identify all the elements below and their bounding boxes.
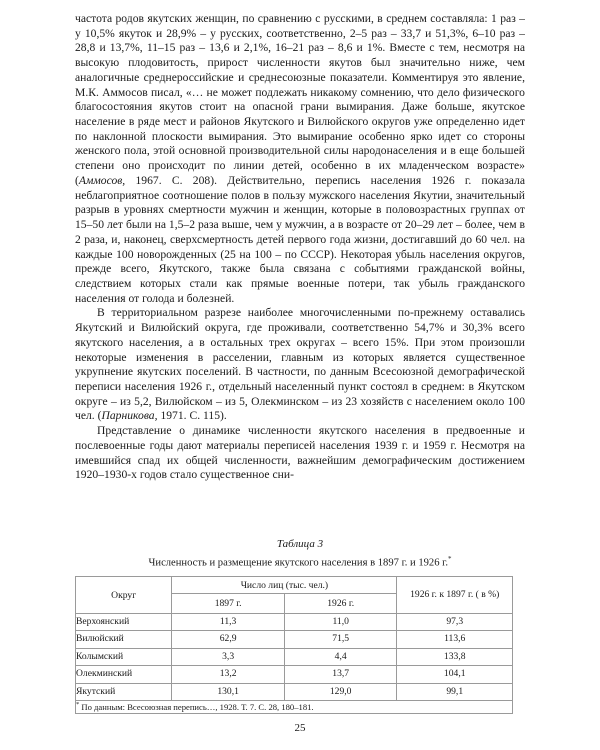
page-number: 25 — [294, 722, 306, 734]
table-title-footnote-marker: * — [447, 555, 452, 563]
table-body — [76, 614, 513, 701]
body-run: 1967. С. 208). Действительно, перепись населения 1926 г. показала неблагоприятное соотношение полов в пользу мужского населения Якутии, значительный разрыв в уровнях смертности мужчин и женщин, которые в половозрастных группах от 15–50 лет были на 1,5–2 раза выше, чем у мужчин, а в возрасте от 20–29 лет – более, чем в 2 раза, и, наконец, сверхсмертность детей первого года жизни, достигавший до 60 чел. на каждые 100 новорожденных (25 на 100 – по СССР). Некоторая убыль населения округов, прежде всего, Якутского, также была связана с событиями гражданской войны, следствием которых стали как прямые военные потери, так убыль гражданского населения от голода и болезней. — [75, 173, 525, 305]
cell-ratio: 133,8 — [397, 648, 513, 665]
table-footnote-text: По данным: Всесоюзная перепись…, 1928. Т. 7. С. 28, 180–181. — [81, 701, 314, 712]
table-footnote-marker: * — [76, 701, 80, 709]
cell-ratio: 97,3 — [397, 614, 513, 631]
body-run: Представление о динамике численности якутского населения в предвоенные и послевоенные годы дают материалы переписей населения 1939 г. и 1959 г. Несмотря на имевшийся спад их общей численности, важнейшим демографическим достижением 1920–1930-х годов стало существенное сни- — [75, 424, 525, 482]
cell-1897: 130,1 — [172, 683, 285, 700]
column-header-group-count: Число лиц (тыс. чел.) — [172, 577, 397, 594]
table-row — [76, 666, 513, 683]
cell-ratio: 99,1 — [397, 683, 513, 700]
cell-1926: 11,0 — [284, 614, 397, 631]
cell-okrug: Колымский — [76, 648, 172, 665]
cell-1897: 62,9 — [172, 631, 285, 648]
column-header-okrug: Округ — [76, 577, 172, 614]
body-paragraph — [75, 424, 525, 483]
table-number-label: Таблица 3 — [276, 538, 324, 550]
table-head — [76, 577, 513, 614]
cell-1926: 13,7 — [284, 666, 397, 683]
cell-ratio: 113,6 — [397, 631, 513, 648]
body-paragraph — [75, 306, 525, 424]
cell-okrug: Верхоянский — [76, 614, 172, 631]
cell-1897: 13,2 — [172, 666, 285, 683]
cell-okrug: Вилюйский — [76, 631, 172, 648]
body-run: 1971. С. 115). — [157, 409, 227, 423]
table-title — [75, 555, 525, 569]
table-footnote — [76, 701, 513, 714]
citation-name: Аммосов, — [78, 173, 126, 187]
table-row — [76, 683, 513, 700]
table-footnote-row — [76, 701, 513, 714]
table-header-row-1 — [76, 577, 513, 594]
cell-1897: 3,3 — [172, 648, 285, 665]
table-foot — [76, 701, 513, 714]
body-paragraph — [75, 12, 525, 306]
cell-1897: 11,3 — [172, 614, 285, 631]
column-header-1926: 1926 г. — [284, 594, 397, 614]
table-row — [76, 631, 513, 648]
table-row — [76, 648, 513, 665]
body-run: В территориальном разрезе наиболее многочисленными по-прежнему оставались Якутский и Вилюйский округа, где проживали, соответственно 54,7% и 30,3% всего якутского населения, а в остальных трех округах – всего 15%. При этом произошли некоторые изменения в расселении, главным из которых является существенное укрупнение якутских поселений. В частности, по данным Всесоюзной демографической переписи населения 1926 г., отдельный населенный пункт состоял в среднем: в Якутском округе – из 5,2, Вилюйском – из 5, Олекминском – из 23 хозяйств с населением около 100 чел. ( — [75, 306, 525, 423]
cell-okrug: Олекминский — [76, 666, 172, 683]
cell-1926: 4,4 — [284, 648, 397, 665]
table-row — [76, 614, 513, 631]
citation-name: Парникова, — [101, 409, 158, 423]
column-header-1897: 1897 г. — [172, 594, 285, 614]
body-run: частота родов якутских женщин, по сравнению с русскими, в среднем составляла: 1 раз – у 10,5% якуток и 28,9% – у русских, соответственно, 2–5 раз – 33,7 и 51,3%, 6–10 раз – 28,8 и 13,7%, 11–15 раз – 13,6 и 2,1%, 16–21 раз – 8,6 и 1%. Вместе с тем, несмотря на высокую плодовитость, прирост численности якутов был значительно ниже, чем аналогичные среднероссийские и среднесоюзные показатели. Комментируя это явление, М.К. Аммосов писал, «… не может подлежать никакому сомнению, что дело физического благосостояния якутов стоит на опасной грани вымирания. Даже больше, якутское население в ряде мест и районов Якутского и Вилюйского округов уже определенно идет по наклонной плоскости вымирания. Это вымирание особенно ярко идет со стороны женского пола, этой основной производительной силы народонаселения и в еще большей степени оно происходит по линии детей, особенно в их младенческом возрасте» ( — [75, 12, 525, 187]
cell-ratio: 104,1 — [397, 666, 513, 683]
table-title-text: Численность и размещение якутского населения в 1897 г. и 1926 г. — [148, 557, 448, 569]
cell-okrug: Якутский — [76, 683, 172, 700]
population-table — [75, 576, 513, 714]
table-container — [75, 576, 513, 714]
body-text-column — [75, 12, 525, 483]
column-header-ratio: 1926 г. к 1897 г. ( в %) — [397, 577, 513, 614]
cell-1926: 129,0 — [284, 683, 397, 700]
cell-1926: 71,5 — [284, 631, 397, 648]
